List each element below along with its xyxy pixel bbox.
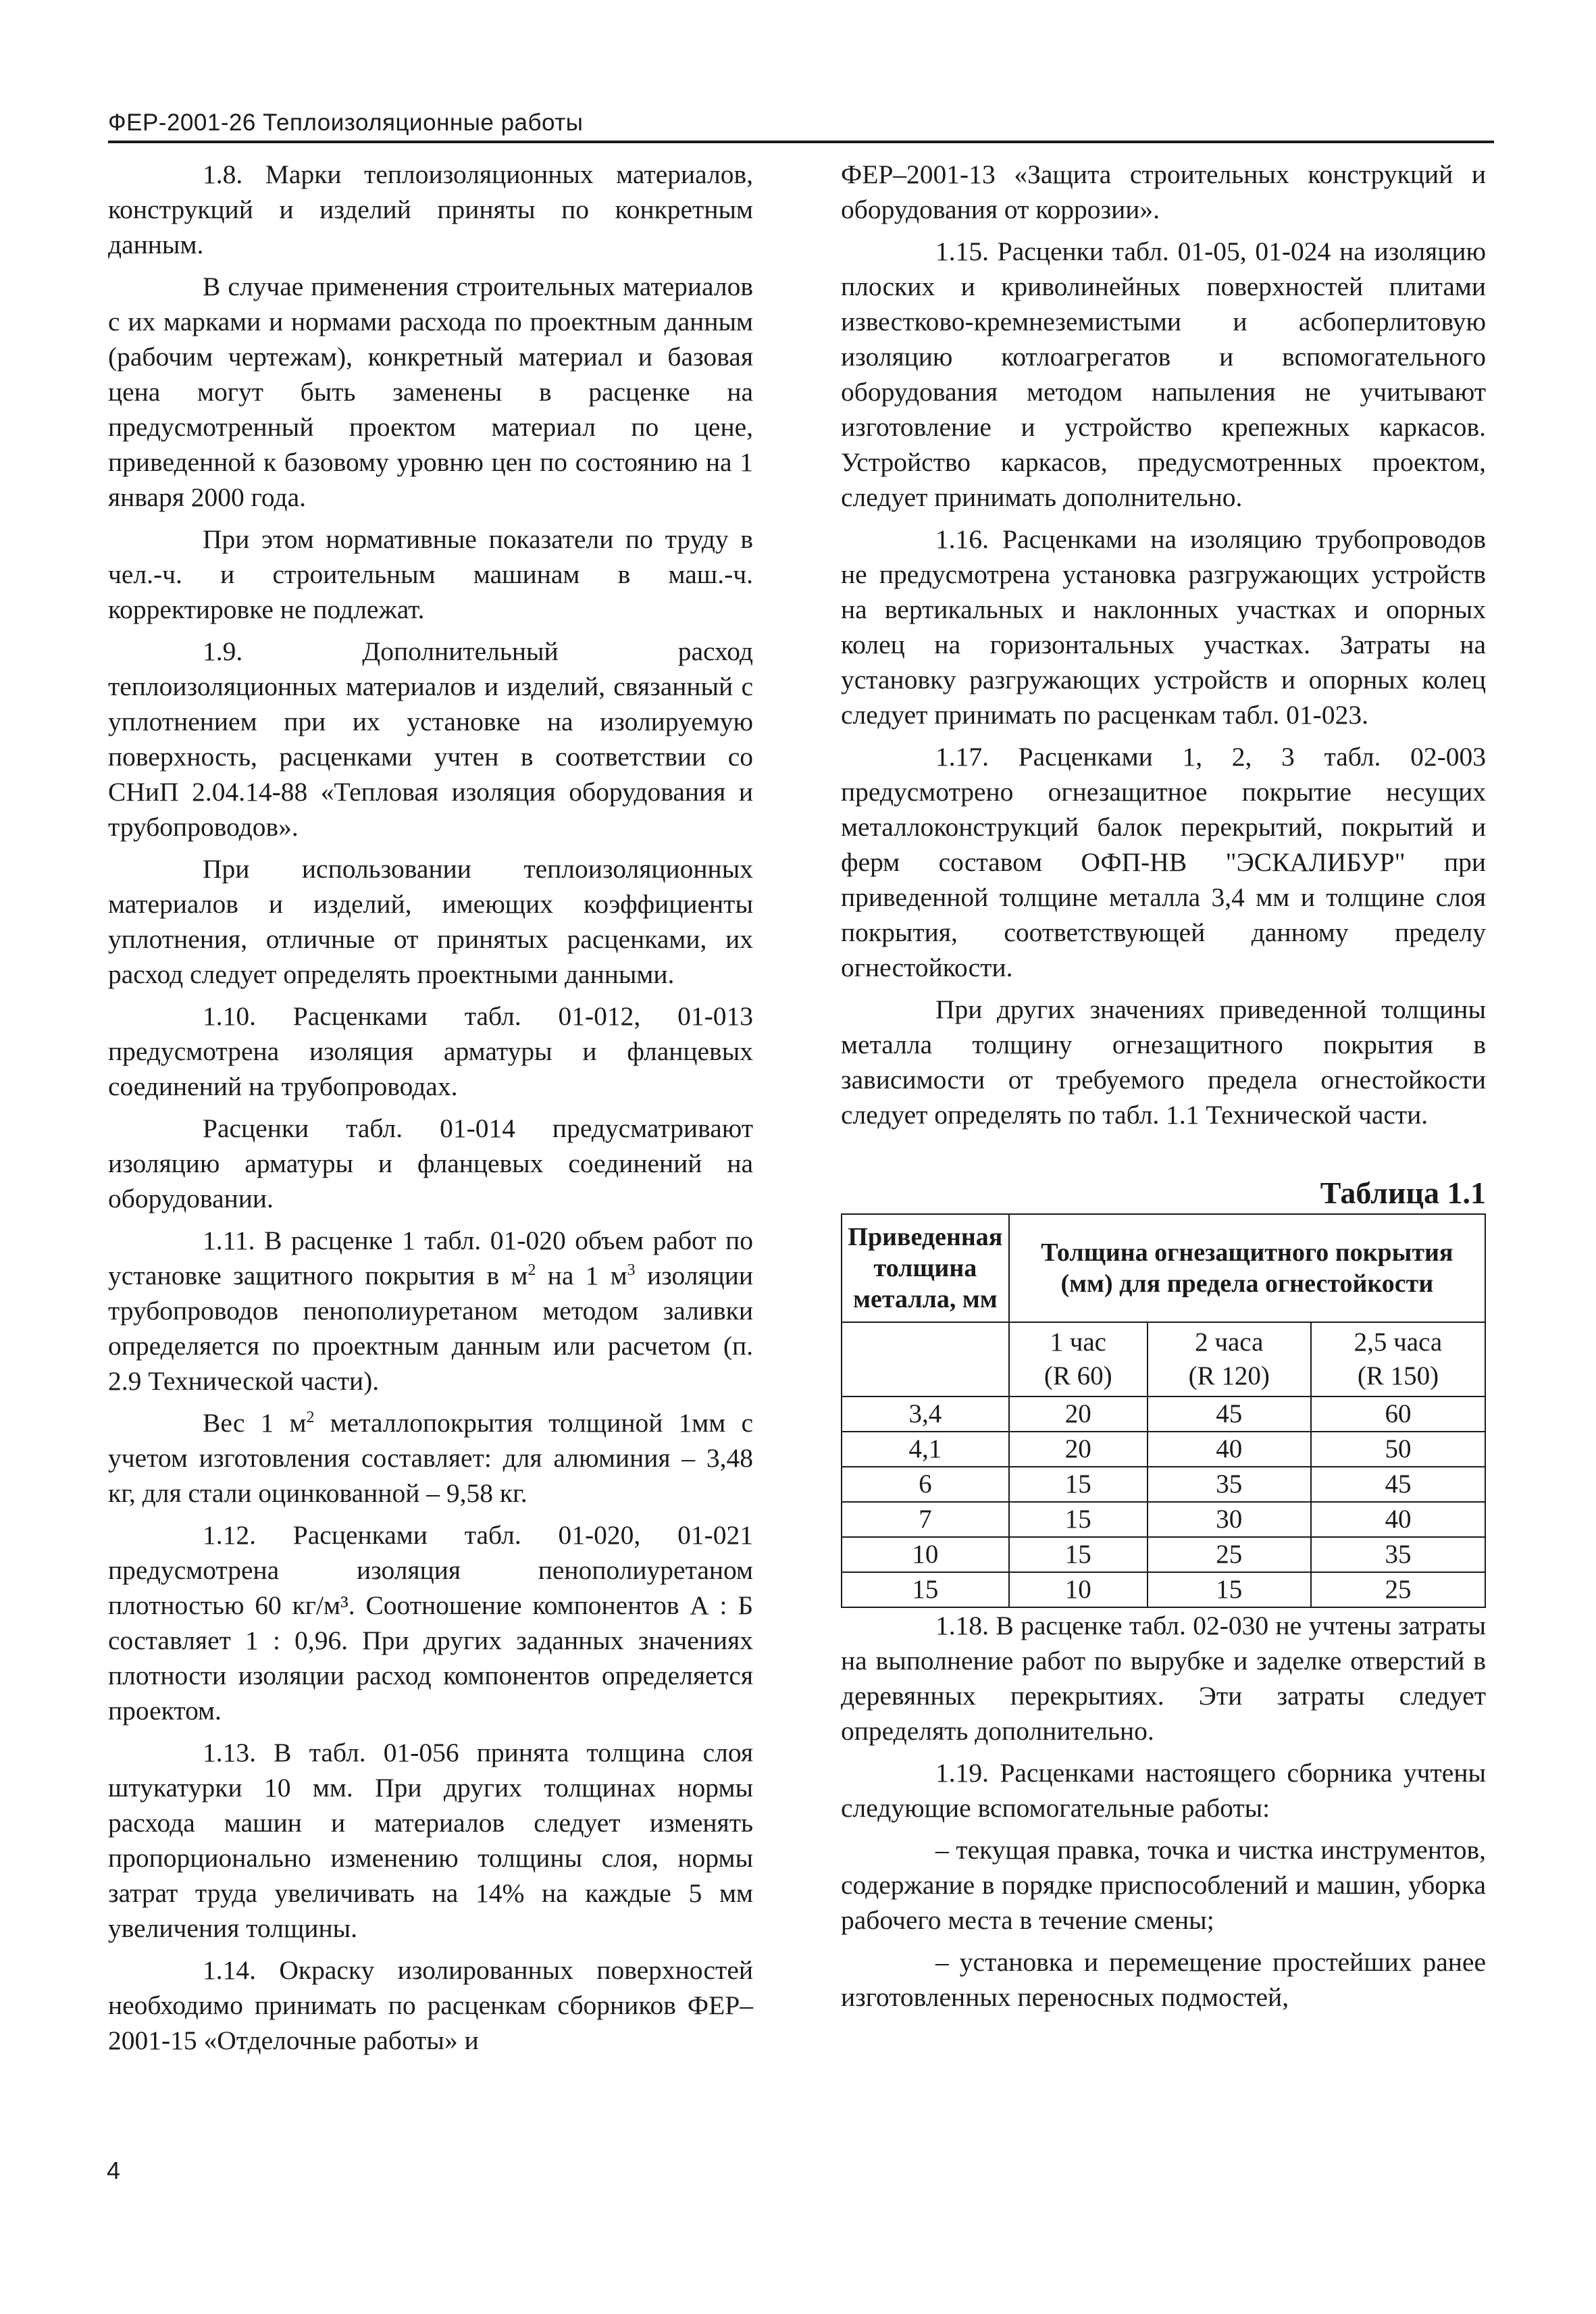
table-cell: 20 <box>1009 1397 1148 1432</box>
paragraph-1-19: 1.19. Расценками настоящего сборника учтены следующие вспомогательные работы: <box>841 1758 1486 1823</box>
subheader-line: (R 150) <box>1357 1361 1439 1390</box>
paragraph-1-14: 1.14. Окраску изолированных поверхностей необходимо принимать по расценкам сборников ФЕР–2001-15 «Отделочные работы» и <box>108 1955 753 2055</box>
table-cell: 10 <box>1009 1572 1148 1607</box>
table-cell: 35 <box>1148 1467 1311 1502</box>
table-cell: 20 <box>1009 1432 1148 1467</box>
paragraph-1-11 <box>108 1223 753 1399</box>
left-column <box>108 157 753 2058</box>
paragraph-1-10: 1.10. Расценками табл. 01-012, 01-013 предусмотрена изоляция арматуры и фланцевых соединений на трубопроводах. <box>108 1001 753 1101</box>
table-cell: 50 <box>1311 1432 1485 1467</box>
table-caption: Таблица 1.1 <box>1320 1176 1486 1210</box>
text-run: изоляции трубопроводов пенополиуретаном методом заливки определяется по проектным данным или расчетом (п. 2.9 Технической части). <box>108 1261 753 1396</box>
header-coating-thickness: Толщина огнезащитного покрытия (мм) для предела огнестойкости <box>1009 1214 1485 1322</box>
page-number: 4 <box>107 2157 121 2184</box>
table-cell: 45 <box>1148 1397 1311 1432</box>
paragraph-1-11-weight <box>108 1405 753 1511</box>
table-row <box>842 1572 1485 1607</box>
subheader-empty-cell <box>842 1322 1009 1397</box>
paragraph-1-8-norms: При этом нормативные показатели по труду в чел.-ч. и строительным машинам в маш.-ч. корректировке не подлежат. <box>108 524 753 624</box>
paragraph-1-14-continued: ФЕР–2001-13 «Защита строительных конструкций и оборудования от коррозии». <box>841 159 1486 224</box>
subheader-line: (R 60) <box>1044 1361 1112 1390</box>
running-header: ФЕР-2001-26 Теплоизоляционные работы <box>108 109 584 136</box>
table-cell: 3,4 <box>842 1397 1009 1432</box>
superscript: 2 <box>527 1261 536 1279</box>
superscript: 2 <box>306 1409 315 1426</box>
table-cell: 4,1 <box>842 1432 1009 1467</box>
text-run: на 1 м <box>536 1261 627 1290</box>
paragraph-1-17-other-thickness: При других значениях приведенной толщины металла толщину огнезащитного покрытия в зависимости от требуемого предела огнестойкости следует определять по табл. 1.1 Технической части. <box>841 995 1486 1130</box>
list-item-tool-maintenance: – текущая правка, точка и чистка инструментов, содержание в порядке приспособлений и машин, уборка рабочего места в течение смены; <box>841 1835 1486 1935</box>
subheader-line: (R 120) <box>1188 1361 1270 1390</box>
table-cell: 15 <box>1009 1537 1148 1572</box>
paragraph-1-9-coefficients: При использовании теплоизоляционных материалов и изделий, имеющих коэффициенты уплотнения, отличные от принятых расценками, их расход следует определять проектными данными. <box>108 854 753 989</box>
paragraph-1-16: 1.16. Расценками на изоляцию трубопроводов не предусмотрена установка разгружающих устройств на вертикальных и наклонных участках и опорных колец на горизонтальных участках. Затраты на установку разгружающих устройств и опорных колец следует принимать по расценкам табл. 01-023. <box>841 524 1486 730</box>
fire-protection-table <box>841 1213 1486 1608</box>
header-rule <box>108 141 1494 143</box>
table-row <box>842 1467 1485 1502</box>
table-cell: 25 <box>1311 1572 1485 1607</box>
text-run: 1.11. В расценке 1 табл. 01-020 объем работ по установке защитного покрытия в м <box>108 1226 753 1290</box>
subheader-r150 <box>1311 1322 1485 1397</box>
paragraph-1-8: 1.8. Марки теплоизоляционных материалов, конструкций и изделий приняты по конкретным данным. <box>108 159 753 259</box>
list-item-scaffold: – установка и перемещение простейших ранее изготовленных переносных подмостей, <box>841 1947 1486 2012</box>
table-cell: 10 <box>842 1537 1009 1572</box>
paragraph-1-12: 1.12. Расценками табл. 01-020, 01-021 предусмотрена изоляция пенополиуретаном плотностью 60 кг/м³. Соотношение компонентов А : Б составляет 1 : 0,96. При других заданных значениях плотности изоляции расход компонентов определяется проектом. <box>108 1520 753 1726</box>
table-cell: 60 <box>1311 1397 1485 1432</box>
table-row <box>842 1537 1485 1572</box>
table-cell: 7 <box>842 1502 1009 1537</box>
subheader-line: 1 час <box>1050 1328 1106 1357</box>
paragraph-1-17: 1.17. Расценками 1, 2, 3 табл. 02-003 предусмотрено огнезащитное покрытие несущих металлоконструкций балок перекрытий, покрытий и ферм составом ОФП-НВ "ЭСКАЛИБУР" при приведенной толщине металла 3,4 мм и толщине слоя покрытия, соответствующей данному пределу огнестойкости. <box>841 742 1486 982</box>
paragraph-1-13: 1.13. В табл. 01-056 принята толщина слоя штукатурки 10 мм. При других толщинах нормы расхода машин и материалов следует изменять пропорционально изменению толщины слоя, нормы затрат труда увеличивать на 14% на каждые 5 мм увеличения толщины. <box>108 1738 753 1943</box>
table-row <box>842 1502 1485 1537</box>
table-cell: 45 <box>1311 1467 1485 1502</box>
paragraph-1-18: 1.18. В расценке табл. 02-030 не учтены затраты на выполнение работ по вырубке и заделке отверстий в деревянных перекрытиях. Эти затраты следует определять дополнительно. <box>841 1611 1486 1746</box>
table-cell: 15 <box>1009 1502 1148 1537</box>
table-header-row <box>842 1214 1485 1322</box>
header-metal-thickness: Приведенная толщина металла, мм <box>842 1214 1009 1322</box>
table-cell: 25 <box>1148 1537 1311 1572</box>
subheader-r60 <box>1009 1322 1148 1397</box>
table-cell: 40 <box>1311 1502 1485 1537</box>
table-cell: 15 <box>1009 1467 1148 1502</box>
subheader-line: 2,5 часа <box>1354 1328 1443 1357</box>
text-run: металлопокрытия толщиной 1мм с учетом изготовления составляет: для алюминия – 3,48 кг, для стали оцинкованной – 9,58 кг. <box>108 1408 753 1508</box>
table-cell: 15 <box>1148 1572 1311 1607</box>
paragraph-1-10-equipment: Расценки табл. 01-014 предусматривают изоляцию арматуры и фланцевых соединений на оборудовании. <box>108 1113 753 1213</box>
table-cell: 40 <box>1148 1432 1311 1467</box>
subheader-line: 2 часа <box>1195 1328 1264 1357</box>
table-cell: 30 <box>1148 1502 1311 1537</box>
superscript: 3 <box>627 1261 636 1279</box>
table-cell: 35 <box>1311 1537 1485 1572</box>
paragraph-1-9: 1.9. Дополнительный расход теплоизоляционных материалов и изделий, связанный с уплотнением при их установке на изолируемую поверхность, расценками учтен в соответствии со СНиП 2.04.14-88 «Тепловая изоляция оборудования и трубопроводов». <box>108 636 753 842</box>
table-subheader-row <box>842 1322 1485 1397</box>
table-row <box>842 1397 1485 1432</box>
right-column <box>841 157 1486 2015</box>
paragraph-1-8-materials: В случае применения строительных материалов с их марками и нормами расхода по проектным данным (рабочим чертежам), конкретный материал и базовая цена могут быть заменены в расценке на предусмотренный проектом материал по цене, приведенной к базовому уровню цен по состоянию на 1 января 2000 года. <box>108 272 753 512</box>
table-cell: 15 <box>842 1572 1009 1607</box>
subheader-r120 <box>1148 1322 1311 1397</box>
paragraph-1-15: 1.15. Расценки табл. 01-05, 01-024 на изоляцию плоских и криволинейных поверхностей плитами известково-кремнеземистыми и асбоперлитовую изоляцию котлоагрегатов и вспомогательного оборудования методом напыления не учитывают изготовление и устройство крепежных каркасов. Устройство каркасов, предусмотренных проектом, следует принимать дополнительно. <box>841 236 1486 512</box>
text-run: Вес 1 м <box>203 1408 307 1438</box>
table-cell: 6 <box>842 1467 1009 1502</box>
table-row <box>842 1432 1485 1467</box>
